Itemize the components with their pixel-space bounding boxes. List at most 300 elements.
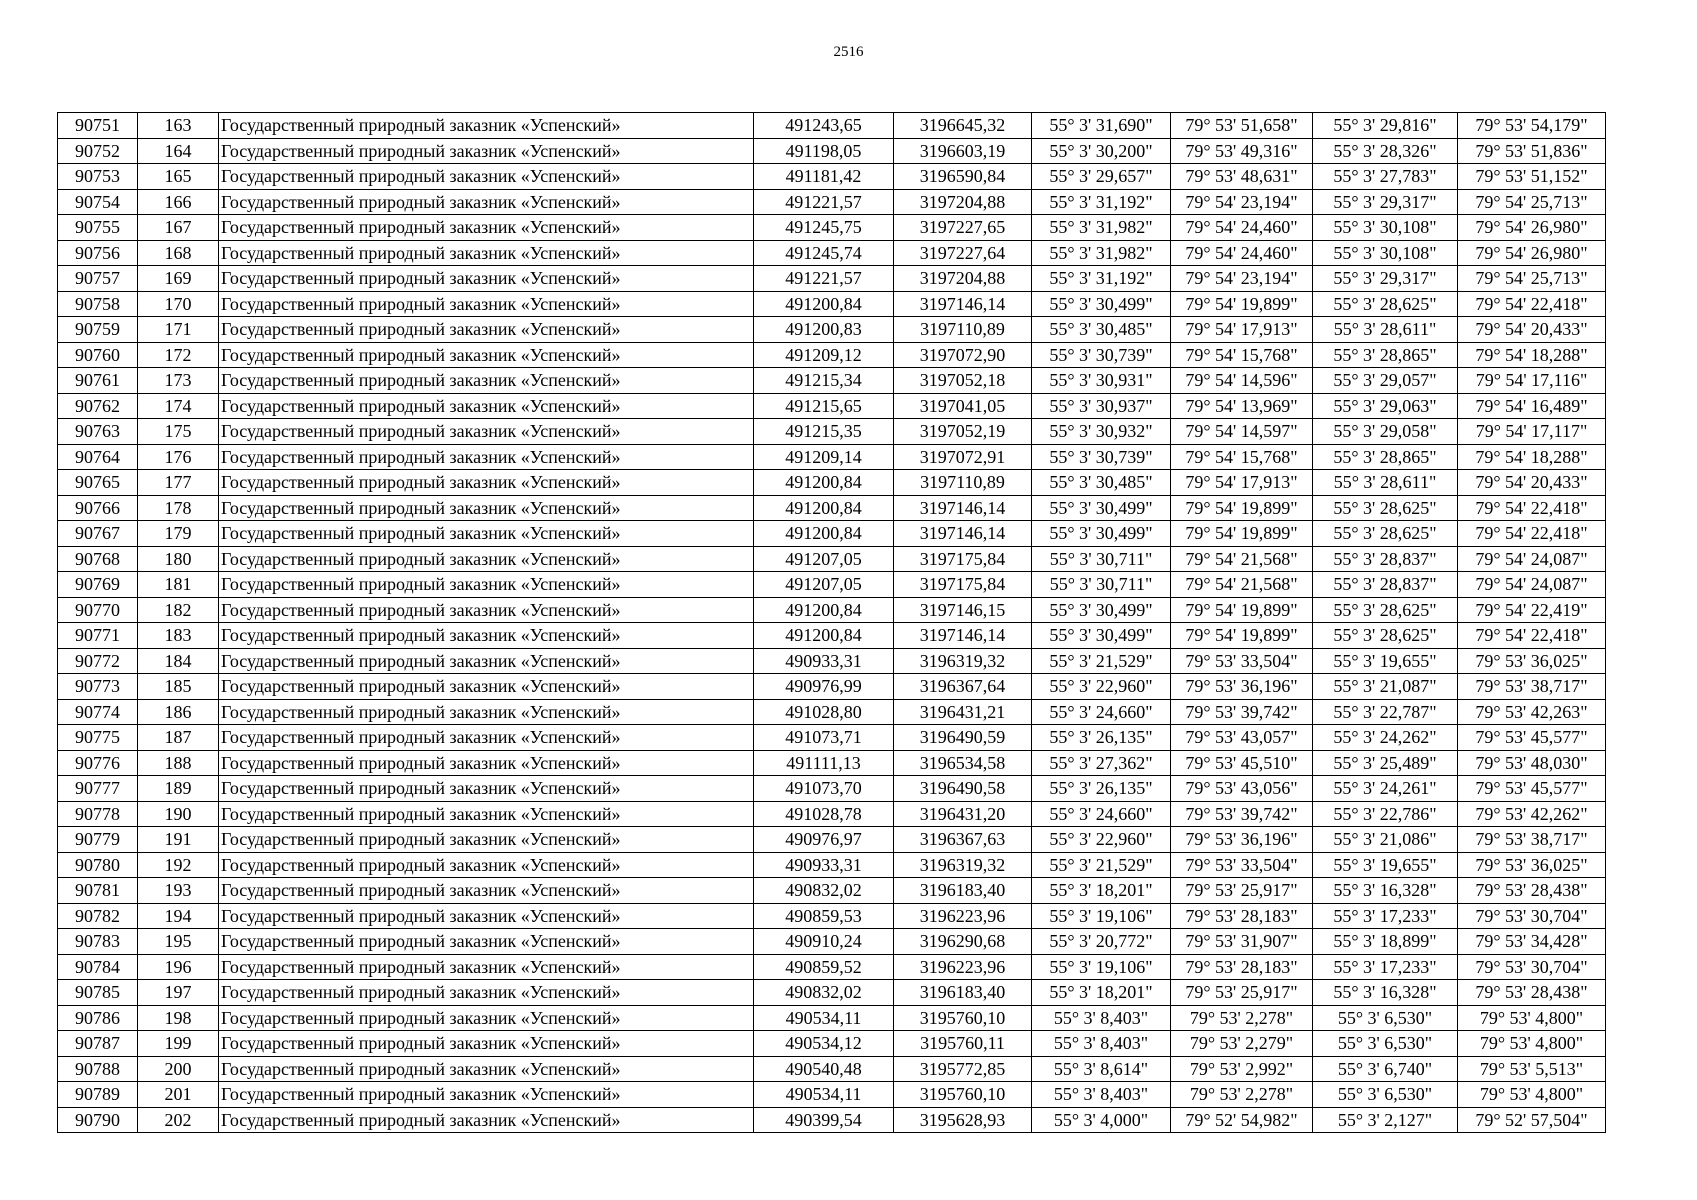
longitude-1-cell: 79° 53' 25,917" bbox=[1171, 878, 1313, 904]
latitude-1-cell: 55° 3' 30,499" bbox=[1032, 521, 1171, 547]
row-id-cell: 90777 bbox=[58, 776, 138, 802]
table-row bbox=[58, 495, 1606, 521]
table-row bbox=[58, 648, 1606, 674]
x-coordinate-cell: 491200,84 bbox=[754, 470, 894, 496]
territory-name-cell: Государственный природный заказник «Успенский» bbox=[219, 138, 754, 164]
table-row bbox=[58, 980, 1606, 1006]
longitude-1-cell: 79° 54' 14,597" bbox=[1171, 419, 1313, 445]
table-row bbox=[58, 113, 1606, 139]
row-id-cell: 90754 bbox=[58, 189, 138, 215]
y-coordinate-cell: 3196534,58 bbox=[894, 750, 1032, 776]
table-row bbox=[58, 1082, 1606, 1108]
x-coordinate-cell: 491073,70 bbox=[754, 776, 894, 802]
point-number-cell: 200 bbox=[138, 1056, 219, 1082]
longitude-2-cell: 79° 53' 38,717" bbox=[1458, 827, 1606, 853]
latitude-2-cell: 55° 3' 29,063" bbox=[1313, 393, 1458, 419]
row-id-cell: 90773 bbox=[58, 674, 138, 700]
table-row bbox=[58, 266, 1606, 292]
territory-name-cell: Государственный природный заказник «Успенский» bbox=[219, 546, 754, 572]
latitude-2-cell: 55° 3' 21,087" bbox=[1313, 674, 1458, 700]
table-row bbox=[58, 291, 1606, 317]
latitude-2-cell: 55° 3' 6,530" bbox=[1313, 1005, 1458, 1031]
point-number-cell: 172 bbox=[138, 342, 219, 368]
row-id-cell: 90790 bbox=[58, 1107, 138, 1133]
longitude-1-cell: 79° 53' 28,183" bbox=[1171, 954, 1313, 980]
y-coordinate-cell: 3196590,84 bbox=[894, 164, 1032, 190]
longitude-2-cell: 79° 54' 26,980" bbox=[1458, 240, 1606, 266]
x-coordinate-cell: 491245,74 bbox=[754, 240, 894, 266]
longitude-1-cell: 79° 54' 15,768" bbox=[1171, 444, 1313, 470]
row-id-cell: 90757 bbox=[58, 266, 138, 292]
territory-name-cell: Государственный природный заказник «Успенский» bbox=[219, 521, 754, 547]
latitude-2-cell: 55° 3' 28,625" bbox=[1313, 597, 1458, 623]
latitude-1-cell: 55° 3' 8,403" bbox=[1032, 1082, 1171, 1108]
x-coordinate-cell: 491200,84 bbox=[754, 623, 894, 649]
latitude-2-cell: 55° 3' 25,489" bbox=[1313, 750, 1458, 776]
table-row bbox=[58, 954, 1606, 980]
table-row bbox=[58, 827, 1606, 853]
territory-name-cell: Государственный природный заказник «Успенский» bbox=[219, 648, 754, 674]
table-row bbox=[58, 393, 1606, 419]
longitude-1-cell: 79° 53' 2,279" bbox=[1171, 1031, 1313, 1057]
latitude-2-cell: 55° 3' 2,127" bbox=[1313, 1107, 1458, 1133]
territory-name-cell: Государственный природный заказник «Успенский» bbox=[219, 1005, 754, 1031]
table-row bbox=[58, 776, 1606, 802]
territory-name-cell: Государственный природный заказник «Успенский» bbox=[219, 342, 754, 368]
longitude-1-cell: 79° 53' 25,917" bbox=[1171, 980, 1313, 1006]
point-number-cell: 182 bbox=[138, 597, 219, 623]
y-coordinate-cell: 3196290,68 bbox=[894, 929, 1032, 955]
latitude-1-cell: 55° 3' 22,960" bbox=[1032, 674, 1171, 700]
row-id-cell: 90753 bbox=[58, 164, 138, 190]
latitude-2-cell: 55° 3' 16,328" bbox=[1313, 878, 1458, 904]
latitude-2-cell: 55° 3' 28,625" bbox=[1313, 521, 1458, 547]
table-row bbox=[58, 674, 1606, 700]
territory-name-cell: Государственный природный заказник «Успенский» bbox=[219, 623, 754, 649]
longitude-2-cell: 79° 54' 16,489" bbox=[1458, 393, 1606, 419]
y-coordinate-cell: 3197052,19 bbox=[894, 419, 1032, 445]
y-coordinate-cell: 3196490,59 bbox=[894, 725, 1032, 751]
territory-name-cell: Государственный природный заказник «Успенский» bbox=[219, 189, 754, 215]
y-coordinate-cell: 3197227,65 bbox=[894, 215, 1032, 241]
longitude-2-cell: 79° 53' 48,030" bbox=[1458, 750, 1606, 776]
x-coordinate-cell: 491028,80 bbox=[754, 699, 894, 725]
point-number-cell: 199 bbox=[138, 1031, 219, 1057]
point-number-cell: 202 bbox=[138, 1107, 219, 1133]
x-coordinate-cell: 491243,65 bbox=[754, 113, 894, 139]
x-coordinate-cell: 490859,52 bbox=[754, 954, 894, 980]
latitude-1-cell: 55° 3' 8,403" bbox=[1032, 1031, 1171, 1057]
y-coordinate-cell: 3197227,64 bbox=[894, 240, 1032, 266]
longitude-1-cell: 79° 53' 45,510" bbox=[1171, 750, 1313, 776]
point-number-cell: 185 bbox=[138, 674, 219, 700]
latitude-2-cell: 55° 3' 24,261" bbox=[1313, 776, 1458, 802]
table-row bbox=[58, 1056, 1606, 1082]
latitude-2-cell: 55° 3' 28,865" bbox=[1313, 342, 1458, 368]
latitude-1-cell: 55° 3' 29,657" bbox=[1032, 164, 1171, 190]
longitude-2-cell: 79° 53' 30,704" bbox=[1458, 954, 1606, 980]
territory-name-cell: Государственный природный заказник «Успенский» bbox=[219, 903, 754, 929]
latitude-1-cell: 55° 3' 31,690" bbox=[1032, 113, 1171, 139]
latitude-2-cell: 55° 3' 16,328" bbox=[1313, 980, 1458, 1006]
territory-name-cell: Государственный природный заказник «Успенский» bbox=[219, 240, 754, 266]
latitude-1-cell: 55° 3' 30,499" bbox=[1032, 597, 1171, 623]
point-number-cell: 164 bbox=[138, 138, 219, 164]
longitude-2-cell: 79° 53' 5,513" bbox=[1458, 1056, 1606, 1082]
table-row bbox=[58, 725, 1606, 751]
latitude-1-cell: 55° 3' 31,192" bbox=[1032, 189, 1171, 215]
x-coordinate-cell: 491200,84 bbox=[754, 597, 894, 623]
longitude-2-cell: 79° 54' 22,419" bbox=[1458, 597, 1606, 623]
table-row bbox=[58, 546, 1606, 572]
point-number-cell: 170 bbox=[138, 291, 219, 317]
row-id-cell: 90768 bbox=[58, 546, 138, 572]
latitude-1-cell: 55° 3' 30,485" bbox=[1032, 470, 1171, 496]
latitude-1-cell: 55° 3' 26,135" bbox=[1032, 776, 1171, 802]
longitude-2-cell: 79° 53' 38,717" bbox=[1458, 674, 1606, 700]
latitude-2-cell: 55° 3' 22,786" bbox=[1313, 801, 1458, 827]
point-number-cell: 168 bbox=[138, 240, 219, 266]
row-id-cell: 90771 bbox=[58, 623, 138, 649]
point-number-cell: 175 bbox=[138, 419, 219, 445]
x-coordinate-cell: 490399,54 bbox=[754, 1107, 894, 1133]
x-coordinate-cell: 490534,11 bbox=[754, 1082, 894, 1108]
territory-name-cell: Государственный природный заказник «Успенский» bbox=[219, 980, 754, 1006]
table-row bbox=[58, 801, 1606, 827]
longitude-2-cell: 79° 54' 22,418" bbox=[1458, 495, 1606, 521]
longitude-2-cell: 79° 53' 4,800" bbox=[1458, 1005, 1606, 1031]
longitude-2-cell: 79° 54' 17,116" bbox=[1458, 368, 1606, 394]
longitude-2-cell: 79° 53' 30,704" bbox=[1458, 903, 1606, 929]
y-coordinate-cell: 3196183,40 bbox=[894, 980, 1032, 1006]
point-number-cell: 177 bbox=[138, 470, 219, 496]
x-coordinate-cell: 491245,75 bbox=[754, 215, 894, 241]
row-id-cell: 90789 bbox=[58, 1082, 138, 1108]
territory-name-cell: Государственный природный заказник «Успенский» bbox=[219, 164, 754, 190]
point-number-cell: 178 bbox=[138, 495, 219, 521]
point-number-cell: 181 bbox=[138, 572, 219, 598]
longitude-2-cell: 79° 54' 22,418" bbox=[1458, 291, 1606, 317]
latitude-2-cell: 55° 3' 6,530" bbox=[1313, 1082, 1458, 1108]
territory-name-cell: Государственный природный заказник «Успенский» bbox=[219, 827, 754, 853]
y-coordinate-cell: 3197146,14 bbox=[894, 291, 1032, 317]
y-coordinate-cell: 3195760,10 bbox=[894, 1082, 1032, 1108]
table-row bbox=[58, 878, 1606, 904]
territory-name-cell: Государственный природный заказник «Успенский» bbox=[219, 776, 754, 802]
row-id-cell: 90778 bbox=[58, 801, 138, 827]
table-row bbox=[58, 240, 1606, 266]
longitude-2-cell: 79° 54' 18,288" bbox=[1458, 444, 1606, 470]
latitude-1-cell: 55° 3' 19,106" bbox=[1032, 954, 1171, 980]
longitude-1-cell: 79° 53' 36,196" bbox=[1171, 827, 1313, 853]
latitude-1-cell: 55° 3' 30,200" bbox=[1032, 138, 1171, 164]
territory-name-cell: Государственный природный заказник «Успенский» bbox=[219, 266, 754, 292]
x-coordinate-cell: 491221,57 bbox=[754, 266, 894, 292]
y-coordinate-cell: 3196603,19 bbox=[894, 138, 1032, 164]
table-row bbox=[58, 1031, 1606, 1057]
longitude-1-cell: 79° 54' 17,913" bbox=[1171, 317, 1313, 343]
latitude-2-cell: 55° 3' 29,058" bbox=[1313, 419, 1458, 445]
y-coordinate-cell: 3197175,84 bbox=[894, 546, 1032, 572]
y-coordinate-cell: 3195760,11 bbox=[894, 1031, 1032, 1057]
point-number-cell: 176 bbox=[138, 444, 219, 470]
latitude-2-cell: 55° 3' 24,262" bbox=[1313, 725, 1458, 751]
y-coordinate-cell: 3196223,96 bbox=[894, 954, 1032, 980]
row-id-cell: 90770 bbox=[58, 597, 138, 623]
y-coordinate-cell: 3197146,14 bbox=[894, 495, 1032, 521]
table-row bbox=[58, 903, 1606, 929]
territory-name-cell: Государственный природный заказник «Успенский» bbox=[219, 393, 754, 419]
row-id-cell: 90752 bbox=[58, 138, 138, 164]
latitude-1-cell: 55° 3' 31,192" bbox=[1032, 266, 1171, 292]
y-coordinate-cell: 3197204,88 bbox=[894, 189, 1032, 215]
table-row bbox=[58, 419, 1606, 445]
y-coordinate-cell: 3197052,18 bbox=[894, 368, 1032, 394]
point-number-cell: 191 bbox=[138, 827, 219, 853]
x-coordinate-cell: 491181,42 bbox=[754, 164, 894, 190]
x-coordinate-cell: 491215,65 bbox=[754, 393, 894, 419]
y-coordinate-cell: 3195772,85 bbox=[894, 1056, 1032, 1082]
latitude-1-cell: 55° 3' 27,362" bbox=[1032, 750, 1171, 776]
y-coordinate-cell: 3197204,88 bbox=[894, 266, 1032, 292]
latitude-2-cell: 55° 3' 28,625" bbox=[1313, 291, 1458, 317]
latitude-1-cell: 55° 3' 30,931" bbox=[1032, 368, 1171, 394]
latitude-1-cell: 55° 3' 30,499" bbox=[1032, 291, 1171, 317]
latitude-1-cell: 55° 3' 30,932" bbox=[1032, 419, 1171, 445]
point-number-cell: 179 bbox=[138, 521, 219, 547]
longitude-2-cell: 79° 53' 28,438" bbox=[1458, 980, 1606, 1006]
territory-name-cell: Государственный природный заказник «Успенский» bbox=[219, 470, 754, 496]
row-id-cell: 90755 bbox=[58, 215, 138, 241]
longitude-2-cell: 79° 53' 51,836" bbox=[1458, 138, 1606, 164]
row-id-cell: 90781 bbox=[58, 878, 138, 904]
x-coordinate-cell: 490933,31 bbox=[754, 852, 894, 878]
table-row bbox=[58, 597, 1606, 623]
latitude-2-cell: 55° 3' 22,787" bbox=[1313, 699, 1458, 725]
longitude-2-cell: 79° 53' 54,179" bbox=[1458, 113, 1606, 139]
point-number-cell: 198 bbox=[138, 1005, 219, 1031]
longitude-2-cell: 79° 53' 4,800" bbox=[1458, 1031, 1606, 1057]
x-coordinate-cell: 490910,24 bbox=[754, 929, 894, 955]
longitude-1-cell: 79° 53' 33,504" bbox=[1171, 648, 1313, 674]
y-coordinate-cell: 3197072,91 bbox=[894, 444, 1032, 470]
territory-name-cell: Государственный природный заказник «Успенский» bbox=[219, 1031, 754, 1057]
latitude-2-cell: 55° 3' 27,783" bbox=[1313, 164, 1458, 190]
latitude-2-cell: 55° 3' 29,317" bbox=[1313, 266, 1458, 292]
x-coordinate-cell: 490540,48 bbox=[754, 1056, 894, 1082]
latitude-1-cell: 55° 3' 30,485" bbox=[1032, 317, 1171, 343]
y-coordinate-cell: 3196223,96 bbox=[894, 903, 1032, 929]
latitude-2-cell: 55° 3' 28,611" bbox=[1313, 470, 1458, 496]
latitude-1-cell: 55° 3' 21,529" bbox=[1032, 648, 1171, 674]
latitude-2-cell: 55° 3' 28,625" bbox=[1313, 623, 1458, 649]
point-number-cell: 201 bbox=[138, 1082, 219, 1108]
latitude-1-cell: 55° 3' 18,201" bbox=[1032, 980, 1171, 1006]
longitude-1-cell: 79° 53' 51,658" bbox=[1171, 113, 1313, 139]
longitude-1-cell: 79° 53' 2,278" bbox=[1171, 1082, 1313, 1108]
point-number-cell: 197 bbox=[138, 980, 219, 1006]
longitude-1-cell: 79° 52' 54,982" bbox=[1171, 1107, 1313, 1133]
latitude-1-cell: 55° 3' 30,711" bbox=[1032, 546, 1171, 572]
x-coordinate-cell: 491215,35 bbox=[754, 419, 894, 445]
point-number-cell: 174 bbox=[138, 393, 219, 419]
row-id-cell: 90767 bbox=[58, 521, 138, 547]
latitude-1-cell: 55° 3' 8,614" bbox=[1032, 1056, 1171, 1082]
territory-name-cell: Государственный природный заказник «Успенский» bbox=[219, 368, 754, 394]
longitude-1-cell: 79° 53' 31,907" bbox=[1171, 929, 1313, 955]
longitude-1-cell: 79° 54' 19,899" bbox=[1171, 521, 1313, 547]
x-coordinate-cell: 491209,14 bbox=[754, 444, 894, 470]
longitude-1-cell: 79° 53' 33,504" bbox=[1171, 852, 1313, 878]
longitude-1-cell: 79° 54' 21,568" bbox=[1171, 546, 1313, 572]
territory-name-cell: Государственный природный заказник «Успенский» bbox=[219, 1107, 754, 1133]
latitude-1-cell: 55° 3' 30,739" bbox=[1032, 342, 1171, 368]
row-id-cell: 90769 bbox=[58, 572, 138, 598]
latitude-1-cell: 55° 3' 30,937" bbox=[1032, 393, 1171, 419]
point-number-cell: 195 bbox=[138, 929, 219, 955]
row-id-cell: 90776 bbox=[58, 750, 138, 776]
latitude-2-cell: 55° 3' 21,086" bbox=[1313, 827, 1458, 853]
point-number-cell: 194 bbox=[138, 903, 219, 929]
latitude-1-cell: 55° 3' 4,000" bbox=[1032, 1107, 1171, 1133]
row-id-cell: 90775 bbox=[58, 725, 138, 751]
point-number-cell: 187 bbox=[138, 725, 219, 751]
x-coordinate-cell: 491073,71 bbox=[754, 725, 894, 751]
territory-name-cell: Государственный природный заказник «Успенский» bbox=[219, 674, 754, 700]
table-row bbox=[58, 164, 1606, 190]
table-row bbox=[58, 342, 1606, 368]
row-id-cell: 90783 bbox=[58, 929, 138, 955]
longitude-2-cell: 79° 53' 4,800" bbox=[1458, 1082, 1606, 1108]
y-coordinate-cell: 3197146,14 bbox=[894, 623, 1032, 649]
territory-name-cell: Государственный природный заказник «Успенский» bbox=[219, 572, 754, 598]
longitude-1-cell: 79° 54' 24,460" bbox=[1171, 215, 1313, 241]
latitude-1-cell: 55° 3' 30,711" bbox=[1032, 572, 1171, 598]
table-row bbox=[58, 1005, 1606, 1031]
longitude-1-cell: 79° 54' 21,568" bbox=[1171, 572, 1313, 598]
point-number-cell: 167 bbox=[138, 215, 219, 241]
latitude-2-cell: 55° 3' 28,625" bbox=[1313, 495, 1458, 521]
y-coordinate-cell: 3196319,32 bbox=[894, 852, 1032, 878]
longitude-2-cell: 79° 54' 26,980" bbox=[1458, 215, 1606, 241]
row-id-cell: 90788 bbox=[58, 1056, 138, 1082]
territory-name-cell: Государственный природный заказник «Успенский» bbox=[219, 1082, 754, 1108]
latitude-1-cell: 55° 3' 24,660" bbox=[1032, 801, 1171, 827]
row-id-cell: 90785 bbox=[58, 980, 138, 1006]
y-coordinate-cell: 3197072,90 bbox=[894, 342, 1032, 368]
x-coordinate-cell: 491200,84 bbox=[754, 495, 894, 521]
table-row bbox=[58, 750, 1606, 776]
longitude-2-cell: 79° 53' 45,577" bbox=[1458, 776, 1606, 802]
point-number-cell: 169 bbox=[138, 266, 219, 292]
point-number-cell: 192 bbox=[138, 852, 219, 878]
latitude-1-cell: 55° 3' 18,201" bbox=[1032, 878, 1171, 904]
row-id-cell: 90766 bbox=[58, 495, 138, 521]
x-coordinate-cell: 491198,05 bbox=[754, 138, 894, 164]
territory-name-cell: Государственный природный заказник «Успенский» bbox=[219, 317, 754, 343]
latitude-2-cell: 55° 3' 29,057" bbox=[1313, 368, 1458, 394]
territory-name-cell: Государственный природный заказник «Успенский» bbox=[219, 113, 754, 139]
territory-name-cell: Государственный природный заказник «Успенский» bbox=[219, 725, 754, 751]
point-number-cell: 165 bbox=[138, 164, 219, 190]
y-coordinate-cell: 3197041,05 bbox=[894, 393, 1032, 419]
longitude-2-cell: 79° 53' 28,438" bbox=[1458, 878, 1606, 904]
y-coordinate-cell: 3195760,10 bbox=[894, 1005, 1032, 1031]
x-coordinate-cell: 491207,05 bbox=[754, 572, 894, 598]
x-coordinate-cell: 491209,12 bbox=[754, 342, 894, 368]
territory-name-cell: Государственный природный заказник «Успенский» bbox=[219, 699, 754, 725]
table-row bbox=[58, 699, 1606, 725]
y-coordinate-cell: 3197110,89 bbox=[894, 317, 1032, 343]
row-id-cell: 90772 bbox=[58, 648, 138, 674]
row-id-cell: 90763 bbox=[58, 419, 138, 445]
table-row bbox=[58, 852, 1606, 878]
longitude-2-cell: 79° 54' 24,087" bbox=[1458, 572, 1606, 598]
x-coordinate-cell: 491200,83 bbox=[754, 317, 894, 343]
latitude-1-cell: 55° 3' 30,739" bbox=[1032, 444, 1171, 470]
row-id-cell: 90761 bbox=[58, 368, 138, 394]
table-row bbox=[58, 572, 1606, 598]
row-id-cell: 90758 bbox=[58, 291, 138, 317]
longitude-1-cell: 79° 53' 49,316" bbox=[1171, 138, 1313, 164]
latitude-2-cell: 55° 3' 6,530" bbox=[1313, 1031, 1458, 1057]
territory-name-cell: Государственный природный заказник «Успенский» bbox=[219, 419, 754, 445]
latitude-1-cell: 55° 3' 19,106" bbox=[1032, 903, 1171, 929]
latitude-1-cell: 55° 3' 31,982" bbox=[1032, 215, 1171, 241]
y-coordinate-cell: 3196490,58 bbox=[894, 776, 1032, 802]
longitude-1-cell: 79° 54' 19,899" bbox=[1171, 597, 1313, 623]
latitude-2-cell: 55° 3' 18,899" bbox=[1313, 929, 1458, 955]
row-id-cell: 90786 bbox=[58, 1005, 138, 1031]
table-row bbox=[58, 138, 1606, 164]
longitude-1-cell: 79° 54' 19,899" bbox=[1171, 291, 1313, 317]
latitude-2-cell: 55° 3' 19,655" bbox=[1313, 648, 1458, 674]
latitude-1-cell: 55° 3' 24,660" bbox=[1032, 699, 1171, 725]
longitude-2-cell: 79° 52' 57,504" bbox=[1458, 1107, 1606, 1133]
longitude-1-cell: 79° 53' 36,196" bbox=[1171, 674, 1313, 700]
territory-name-cell: Государственный природный заказник «Успенский» bbox=[219, 1056, 754, 1082]
longitude-2-cell: 79° 54' 22,418" bbox=[1458, 623, 1606, 649]
row-id-cell: 90765 bbox=[58, 470, 138, 496]
x-coordinate-cell: 490832,02 bbox=[754, 878, 894, 904]
longitude-1-cell: 79° 54' 13,969" bbox=[1171, 393, 1313, 419]
longitude-2-cell: 79° 54' 20,433" bbox=[1458, 470, 1606, 496]
latitude-1-cell: 55° 3' 22,960" bbox=[1032, 827, 1171, 853]
longitude-1-cell: 79° 54' 24,460" bbox=[1171, 240, 1313, 266]
territory-name-cell: Государственный природный заказник «Успенский» bbox=[219, 929, 754, 955]
latitude-2-cell: 55° 3' 29,816" bbox=[1313, 113, 1458, 139]
y-coordinate-cell: 3196367,63 bbox=[894, 827, 1032, 853]
table-row bbox=[58, 368, 1606, 394]
y-coordinate-cell: 3197175,84 bbox=[894, 572, 1032, 598]
longitude-1-cell: 79° 54' 23,194" bbox=[1171, 189, 1313, 215]
territory-name-cell: Государственный природный заказник «Успенский» bbox=[219, 291, 754, 317]
longitude-2-cell: 79° 53' 51,152" bbox=[1458, 164, 1606, 190]
longitude-1-cell: 79° 53' 2,278" bbox=[1171, 1005, 1313, 1031]
table-row bbox=[58, 444, 1606, 470]
x-coordinate-cell: 491028,78 bbox=[754, 801, 894, 827]
territory-name-cell: Государственный природный заказник «Успенский» bbox=[219, 495, 754, 521]
x-coordinate-cell: 491111,13 bbox=[754, 750, 894, 776]
y-coordinate-cell: 3196645,32 bbox=[894, 113, 1032, 139]
latitude-2-cell: 55° 3' 30,108" bbox=[1313, 215, 1458, 241]
longitude-2-cell: 79° 53' 45,577" bbox=[1458, 725, 1606, 751]
row-id-cell: 90756 bbox=[58, 240, 138, 266]
longitude-2-cell: 79° 54' 25,713" bbox=[1458, 189, 1606, 215]
longitude-2-cell: 79° 53' 36,025" bbox=[1458, 648, 1606, 674]
point-number-cell: 193 bbox=[138, 878, 219, 904]
latitude-1-cell: 55° 3' 30,499" bbox=[1032, 495, 1171, 521]
